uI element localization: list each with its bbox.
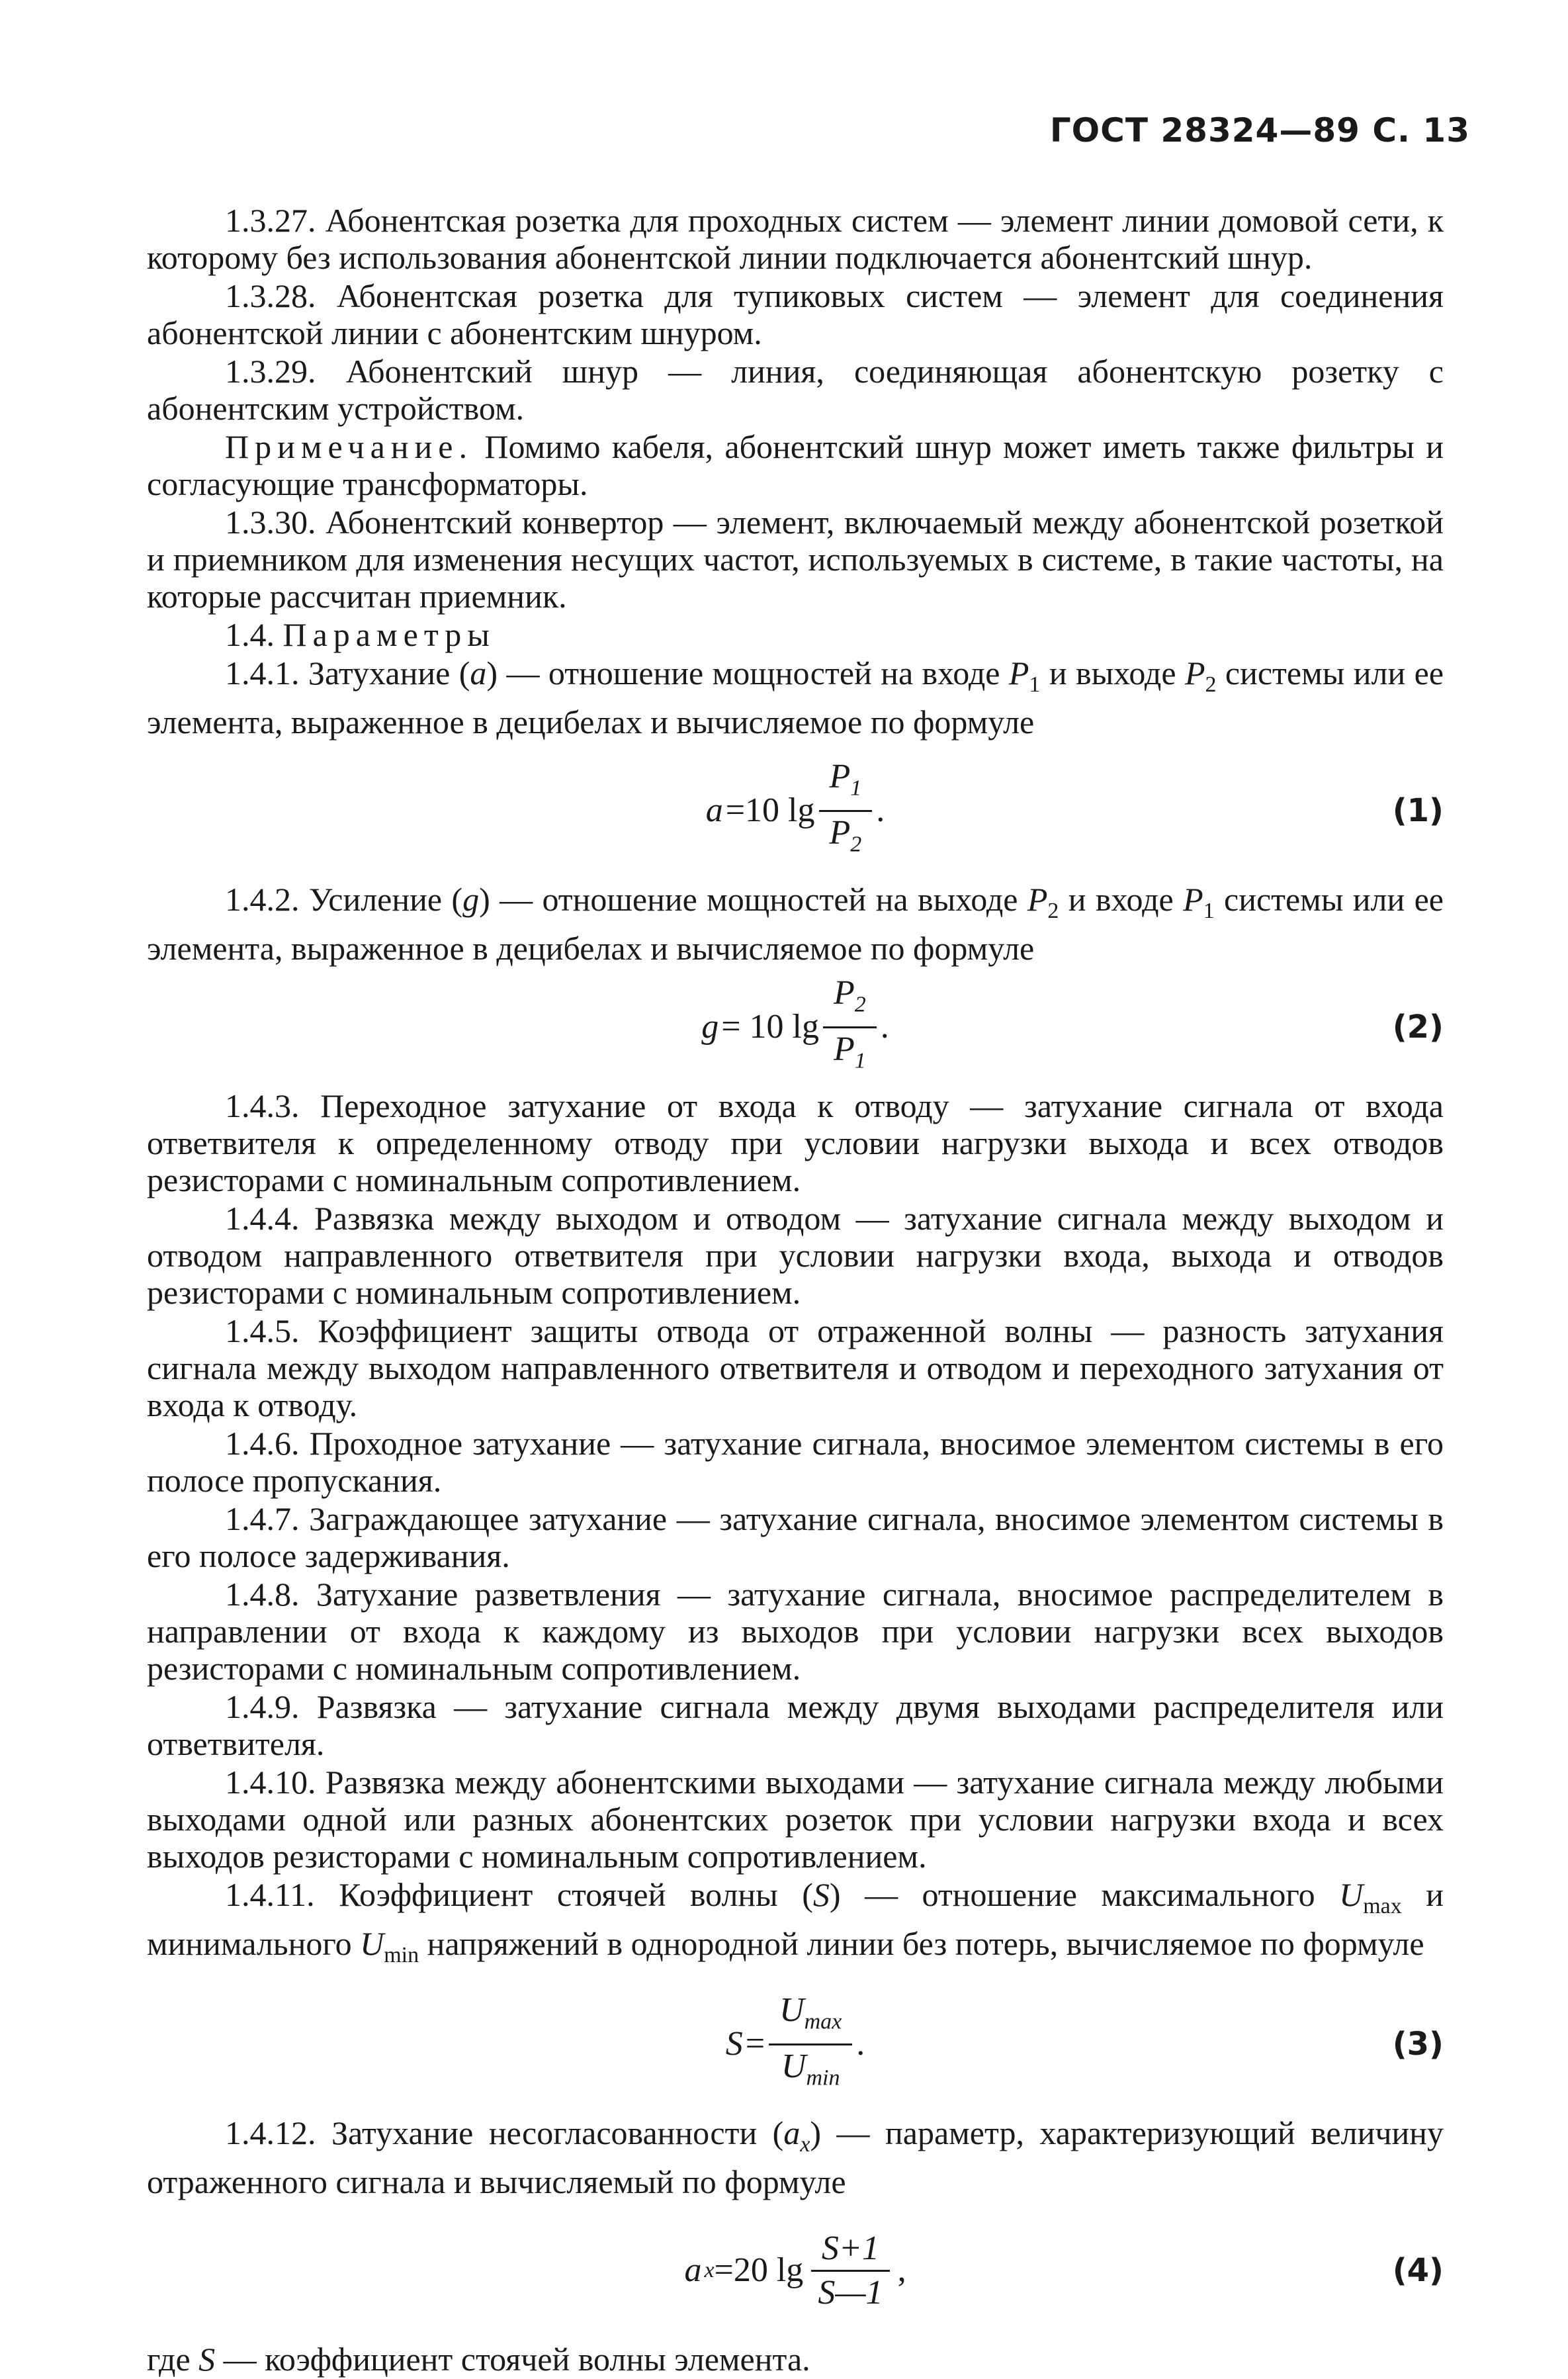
note-label: Примечание. <box>225 428 474 465</box>
p8-text-b: ) — отношение мощностей на выходе <box>479 881 1027 918</box>
paragraph-1-4-11 <box>147 1876 1444 1974</box>
p7-symbol: a <box>470 654 487 692</box>
p8-text-d: системы или ее элемента, выраженное в децибелах и вычисляемое по формуле <box>147 881 1444 967</box>
paragraph-1-4-9: 1.4.9. Развязка — затухание сигнала между двумя выходами распределителя или ответвителя. <box>147 1688 1444 1762</box>
f2-lhs: g <box>701 1008 719 1046</box>
p18-symbol: a <box>783 2114 801 2151</box>
f3-den: U <box>781 2047 806 2085</box>
formula-2 <box>147 971 1444 1083</box>
note-text: Помимо кабеля, абонентский шнур может иметь также фильтры и согласующие трансформаторы. <box>147 428 1444 502</box>
f4-lhs-sub: x <box>704 2258 715 2282</box>
f1-fraction <box>819 758 873 863</box>
f1-end: . <box>876 791 885 829</box>
p8-symbol: g <box>462 881 480 918</box>
f4-end: , <box>897 2251 906 2289</box>
p17-symbol: S <box>812 1876 830 1913</box>
paragraph-1-4-8: 1.4.8. Затухание разветвления — затухание сигнала, вносимое распределителем в направлении от входа к каждому из выходов при условии нагрузки всех выходов резисторами с номинальным сопротивлением. <box>147 1576 1444 1687</box>
p17-sub-max: max <box>1363 1894 1402 1918</box>
p17-symbol-u: U <box>1339 1876 1364 1913</box>
p7-text-c: и выходе <box>1040 654 1185 692</box>
f3-end: . <box>856 2025 865 2063</box>
p7-text-d: системы или ее элемента, выраженное в децибелах и вычисляемое по формуле <box>147 654 1444 741</box>
paragraph-1-4-6: 1.4.6. Проходное затухание — затухание сигнала, вносимое элементом системы в его полосе пропускания. <box>147 1425 1444 1499</box>
p8-text-a: 1.4.2. Усиление ( <box>225 881 463 918</box>
p17-text-c: и минимального <box>147 1876 1444 1962</box>
p8-symbol-p: P <box>1027 881 1048 918</box>
paragraph-1-3-30: 1.3.30. Абонентский конвертор — элемент, включаемый между абонентской розеткой и приемником для изменения несущих частот, используемых в системе, в такие частоты, на которые рассчитан приемник. <box>147 504 1444 615</box>
f2-den-sub: 1 <box>854 1048 866 1073</box>
p7-sub-2: 2 <box>1205 672 1217 697</box>
formula-number-1: (1) <box>1392 792 1444 829</box>
section-heading-parameters <box>147 616 1444 653</box>
f1-den-sub: 2 <box>850 831 862 856</box>
f3-num: U <box>779 1991 805 2030</box>
note-paragraph <box>147 428 1444 502</box>
p18-text-a: 1.4.12. Затухание несогласованности ( <box>225 2114 784 2151</box>
f3-fraction <box>769 1992 852 2096</box>
formula-1 <box>147 744 1444 877</box>
p8-sub-1: 1 <box>1203 899 1215 923</box>
p18-text-b: ) — параметр, характеризующий величину отраженного сигнала и вычисляемый по формуле <box>147 2114 1444 2200</box>
formula-4 <box>147 2204 1444 2337</box>
f1-eq: =10 lg <box>725 791 815 829</box>
closing-paragraph <box>147 2341 1444 2378</box>
f4-lhs: a <box>684 2251 702 2289</box>
f3-eq: = <box>745 2025 765 2063</box>
p17-text-a: 1.4.11. Коэффициент стоячей волны ( <box>225 1876 813 1913</box>
paragraph-1-4-7: 1.4.7. Заграждающее затухание — затухание сигнала, вносимое элементом системы в его полосе задерживания. <box>147 1500 1444 1574</box>
f3-num-sub: max <box>804 2009 842 2034</box>
f2-eq: = 10 lg <box>721 1008 819 1046</box>
f2-num: P <box>834 974 855 1012</box>
p8-symbol-p1: P <box>1183 881 1203 918</box>
p19-text-b: — коэффициент стоячей волны элемента. <box>215 2341 810 2378</box>
paragraph-1-3-28: 1.3.28. Абонентская розетка для тупиковых систем — элемент для соединения абонентской линии с абонентским шнуром. <box>147 277 1444 351</box>
section-number: 1.4. <box>225 616 283 653</box>
section-title: Параметры <box>283 616 496 653</box>
p7-symbol-p: P <box>1008 654 1029 692</box>
f2-den: P <box>834 1030 855 1068</box>
paragraph-1-4-12 <box>147 2114 1444 2200</box>
p18-symbol-sub: x <box>800 2132 810 2157</box>
p7-text-a: 1.4.1. Затухание ( <box>225 654 470 692</box>
document-body <box>147 202 1444 2379</box>
f2-num-sub: 2 <box>854 992 866 1017</box>
paragraph-1-3-27: 1.3.27. Абонентская розетка для проходных систем — элемент линии домовой сети, к которому без использования абонентской линии подключается абонентский шнур. <box>147 202 1444 276</box>
p17-sub-min: min <box>384 1943 419 1967</box>
p8-text-c: и входе <box>1059 881 1184 918</box>
f4-num: S+1 <box>811 2230 890 2272</box>
page-header: ГОСТ 28324—89 С. 13 <box>1049 111 1470 150</box>
formula-number-2: (2) <box>1392 1009 1444 1046</box>
paragraph-1-3-29: 1.3.29. Абонентский шнур — линия, соединяющая абонентскую розетку с абонентским устройством. <box>147 353 1444 427</box>
paragraph-1-4-10: 1.4.10. Развязка между абонентскими выходами — затухание сигнала между любыми выходами одной или разных абонентских розеток при условии нагрузки входа и всех выходов резисторами с номинальным сопротивлением. <box>147 1764 1444 1875</box>
f3-lhs: S <box>725 2025 743 2063</box>
paragraph-1-4-2 <box>147 881 1444 967</box>
f4-fraction <box>807 2230 893 2312</box>
f1-den: P <box>829 813 851 852</box>
p8-sub-2: 2 <box>1047 899 1059 923</box>
p7-sub-1: 1 <box>1029 672 1041 697</box>
paragraph-1-4-3: 1.4.3. Переходное затухание от входа к отводу — затухание сигнала от входа ответвителя к определенному отводу при условии нагрузки выхода и всех отводов резисторами с номинальным сопротивлением. <box>147 1087 1444 1198</box>
p17-text-d: напряжений в однородной линии без потерь, вычисляемое по формуле <box>419 1925 1424 1962</box>
f1-lhs: a <box>705 791 723 829</box>
paragraph-1-4-5: 1.4.5. Коэффициент защиты отвода от отраженной волны — разность затухания сигнала между выходом направленного ответвителя и отводом и переходного затухания от входа к отводу. <box>147 1312 1444 1423</box>
paragraph-1-4-1 <box>147 654 1444 741</box>
paragraph-1-4-4: 1.4.4. Развязка между выходом и отводом — затухание сигнала между выходом и отводом направленного ответвителя при условии нагрузки входа, выхода и отводов резисторами с номинальным сопротивлением. <box>147 1200 1444 1311</box>
f4-eq: =20 lg <box>714 2251 804 2289</box>
f3-den-sub: min <box>806 2065 840 2090</box>
p19-symbol: S <box>198 2341 216 2378</box>
f4-den: S—1 <box>818 2273 883 2312</box>
p7-text-b: ) — отношение мощностей на входе <box>486 654 1009 692</box>
p17-symbol-u2: U <box>360 1925 384 1962</box>
f2-fraction <box>823 975 877 1079</box>
f1-num: P <box>829 758 851 796</box>
f1-num-sub: 1 <box>850 776 862 801</box>
formula-number-3: (3) <box>1392 2026 1444 2063</box>
p17-text-b: ) — отношение максимального <box>829 1876 1340 1913</box>
p7-symbol-p2: P <box>1184 654 1205 692</box>
f2-end: . <box>880 1008 889 1046</box>
p19-text-a: где <box>147 2341 199 2378</box>
formula-3 <box>147 1978 1444 2110</box>
formula-number-4: (4) <box>1392 2252 1444 2289</box>
